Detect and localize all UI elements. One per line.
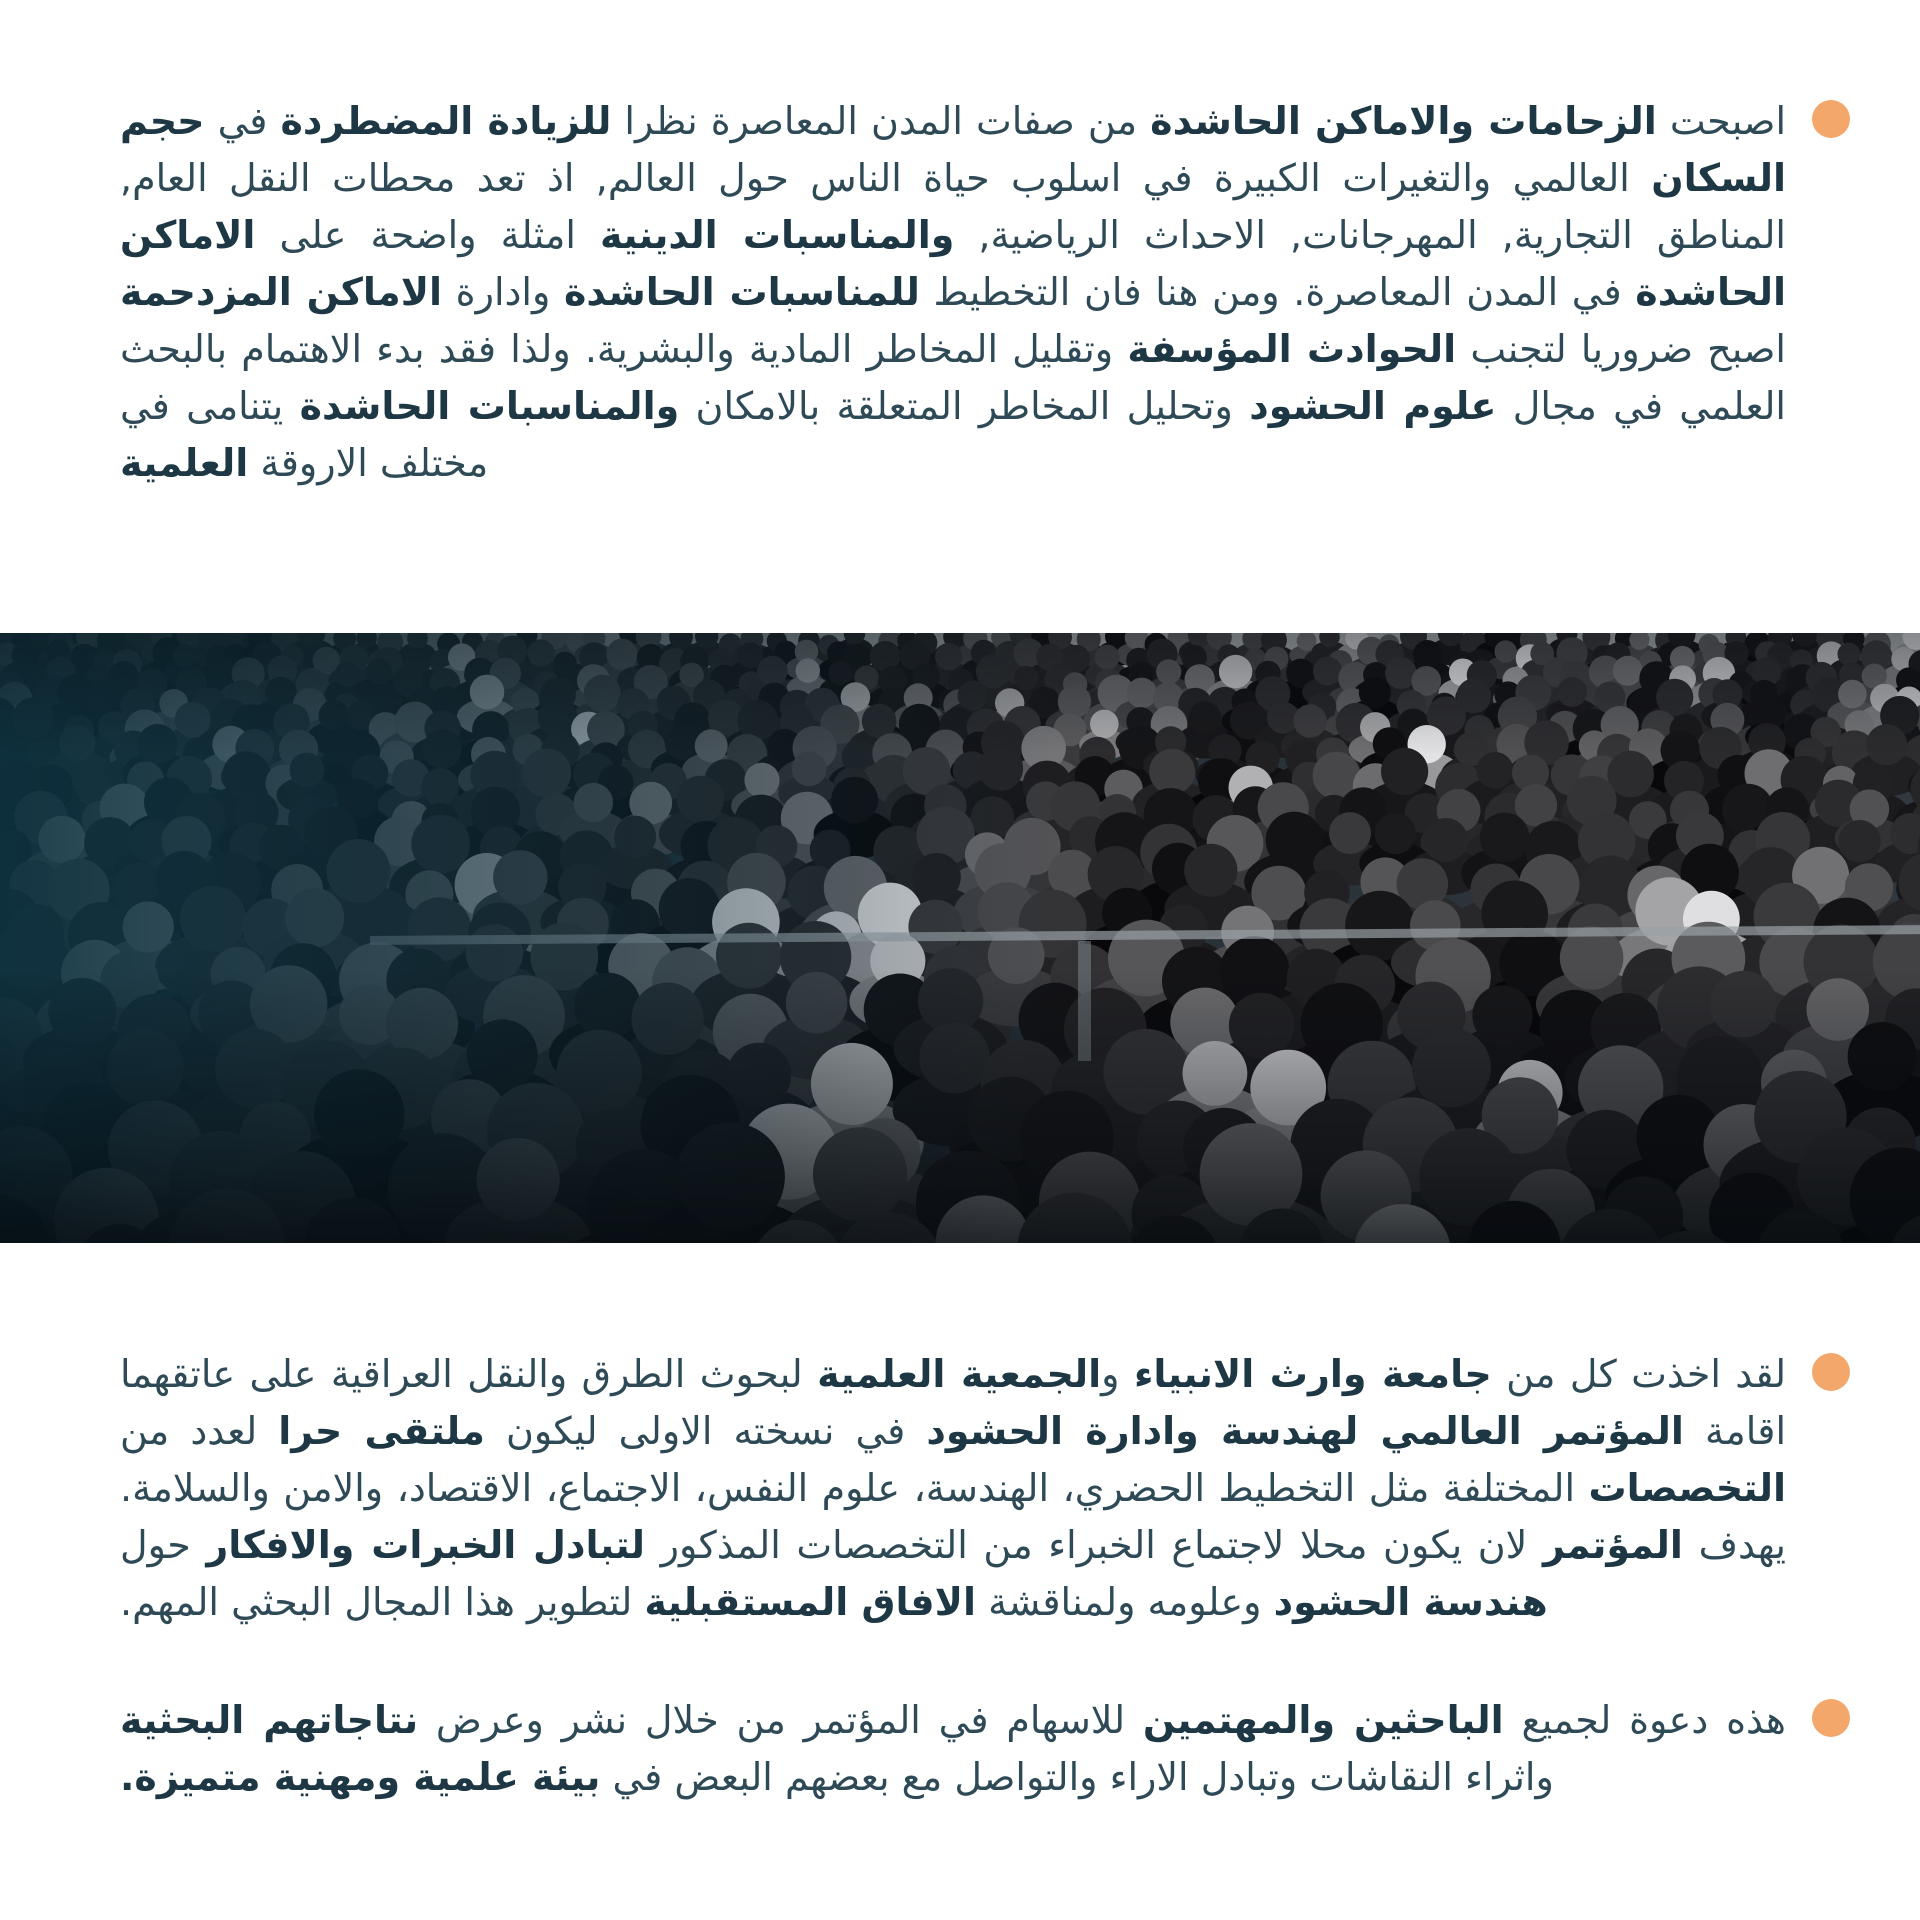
intro-paragraph-section	[120, 93, 1850, 492]
organizers-paragraph: لقد اخذت كل من جامعة وارث الانبياء والجمعية العلمية لبحوث الطرق والنقل العراقية على عاتقهما اقامة المؤتمر العالمي لهندسة وادارة الحشود في نسخته الاولى ليكون ملتقى حرا لعدد من التخصصات المختلفة مثل التخطيط الحضري، الهندسة، علوم النفس، الاجتماع، الاقتصاد، والامن والسلامة. يهدف المؤتمر لان يكون محلا لاجتماع الخبراء من التخصصات المذكور لتبادل الخبرات والافكار حول هندسة الحشود وعلومه ولمناقشة الافاق المستقبلية لتطوير هذا المجال البحثي المهم.	[120, 1352, 1787, 1624]
bullet-icon	[1812, 1353, 1850, 1391]
organizers-paragraph-section	[120, 1346, 1850, 1631]
invitation-paragraph-section	[120, 1692, 1850, 1806]
crowd-photo-image	[0, 633, 1920, 1243]
intro-paragraph: اصبحت الزحامات والاماكن الحاشدة من صفات المدن المعاصرة نظرا للزيادة المضطردة في حجم السكان العالمي والتغيرات الكبيرة في اسلوب حياة الناس حول العالم, اذ تعد محطات النقل العام, المناطق التجارية, المهرجانات, الاحداث الرياضية, والمناسبات الدينية امثلة واضحة على الاماكن الحاشدة في المدن المعاصرة. ومن هنا فان التخطيط للمناسبات الحاشدة وادارة الاماكن المزدحمة اصبح ضروريا لتجنب الحوادث المؤسفة وتقليل المخاطر المادية والبشرية. ولذا فقد بدء الاهتمام بالبحث العلمي في مجال علوم الحشود وتحليل المخاطر المتعلقة بالامكان والمناسبات الحاشدة يتنامى في مختلف الاروقة العلمية	[120, 99, 1787, 485]
bullet-icon	[1812, 1699, 1850, 1737]
bullet-icon	[1812, 100, 1850, 138]
invitation-paragraph: هذه دعوة لجميع الباحثين والمهتمين للاسهام في المؤتمر من خلال نشر وعرض نتاجاتهم البحثية واثراء النقاشات وتبادل الاراء والتواصل مع بعضهم البعض في بيئة علمية ومهنية متميزة.	[120, 1698, 1786, 1799]
crowd-photo	[0, 633, 1920, 1243]
